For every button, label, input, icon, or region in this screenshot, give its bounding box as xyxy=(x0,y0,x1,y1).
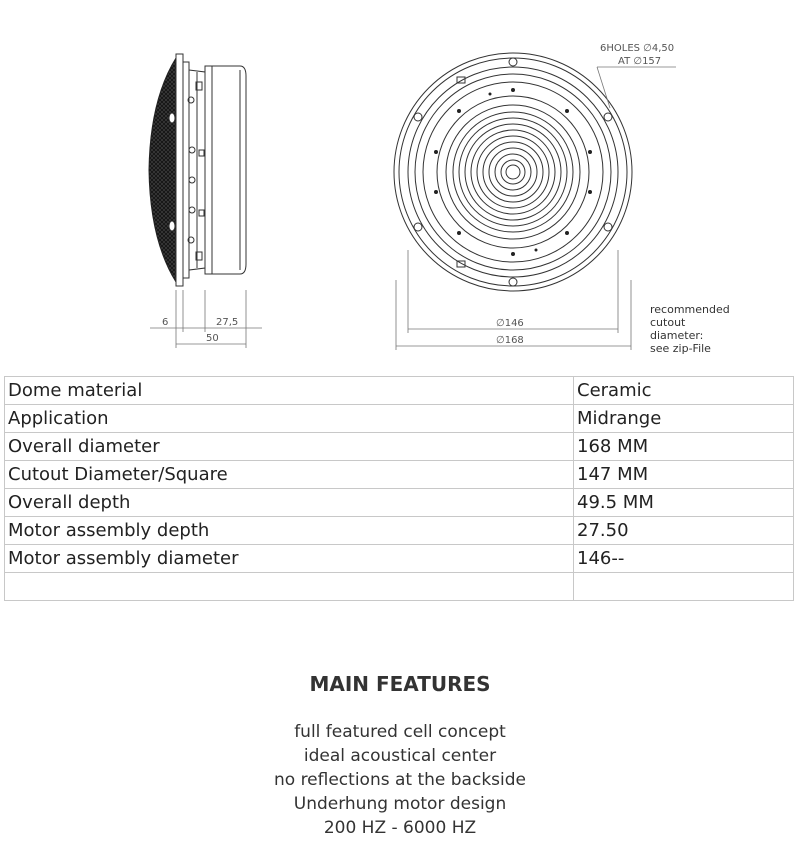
spec-value: Ceramic xyxy=(574,377,794,405)
side-flange xyxy=(176,54,183,286)
spec-value xyxy=(574,573,794,601)
dim-overall-depth: 50 xyxy=(206,333,219,344)
cutout-note xyxy=(650,303,770,355)
hole-callout-line1: 6HOLES ∅4,50 xyxy=(600,43,675,54)
spec-label: Motor assembly depth xyxy=(5,517,574,545)
dim-overall-diameter: ∅168 xyxy=(496,335,524,346)
spec-label: Cutout Diameter/Square xyxy=(5,461,574,489)
note-line: recommended xyxy=(650,303,730,316)
mount-hole xyxy=(509,278,517,286)
feature-item: full featured cell concept xyxy=(294,722,506,742)
note-line: cutout xyxy=(650,316,686,329)
spec-value: 27.50 xyxy=(574,517,794,545)
technical-drawing xyxy=(0,0,800,370)
mount-hole xyxy=(509,58,517,66)
spec-label: Motor assembly diameter xyxy=(5,545,574,573)
table-row xyxy=(5,405,794,433)
feature-item: Underhung motor design xyxy=(293,794,507,814)
spec-value: 147 MM xyxy=(574,461,794,489)
table-row xyxy=(5,489,794,517)
table-row xyxy=(5,377,794,405)
table-row xyxy=(5,517,794,545)
side-view xyxy=(149,54,246,286)
mount-hole xyxy=(604,113,612,121)
note-line: diameter: xyxy=(650,329,704,342)
feature-item: 200 HZ - 6000 HZ xyxy=(323,818,477,838)
main-features xyxy=(0,672,800,840)
front-screws xyxy=(434,88,592,256)
dim-flange: 6 xyxy=(162,317,169,328)
dim-motor-depth: 27,5 xyxy=(216,317,239,328)
spec-label: Overall depth xyxy=(5,489,574,517)
spec-value: 146-- xyxy=(574,545,794,573)
spec-value: Midrange xyxy=(574,405,794,433)
feature-item: ideal acoustical center xyxy=(303,746,497,766)
side-grille xyxy=(149,58,176,282)
feature-item: no reflections at the backside xyxy=(273,770,526,790)
spec-label: Application xyxy=(5,405,574,433)
table-row xyxy=(5,545,794,573)
mount-hole xyxy=(604,223,612,231)
mount-hole xyxy=(414,223,422,231)
table-row xyxy=(5,433,794,461)
features-title: MAIN FEATURES xyxy=(309,672,491,696)
spec-value: 49.5 MM xyxy=(574,489,794,517)
specs-table xyxy=(4,376,794,601)
note-line: see zip-File xyxy=(650,342,711,355)
spec-value: 168 MM xyxy=(574,433,794,461)
dim-motor-diameter: ∅146 xyxy=(496,318,524,329)
spec-label xyxy=(5,573,574,601)
spec-label: Overall diameter xyxy=(5,433,574,461)
spec-label: Dome material xyxy=(5,377,574,405)
table-row xyxy=(5,461,794,489)
mount-hole xyxy=(414,113,422,121)
table-row xyxy=(5,573,794,601)
hole-callout-line2: AT ∅157 xyxy=(618,56,662,67)
